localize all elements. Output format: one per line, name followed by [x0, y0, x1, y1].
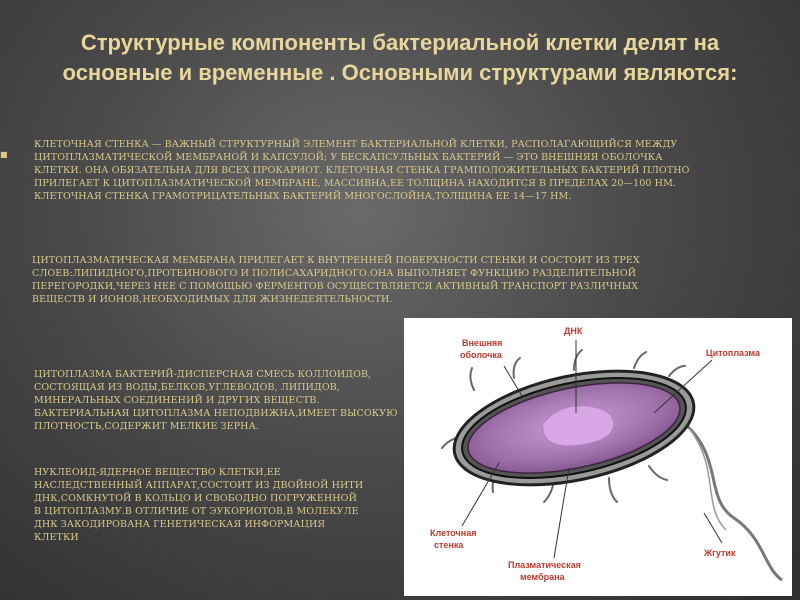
- paragraph-cytoplasmic-membrane: ЦИТОПЛАЗМАТИЧЕСКАЯ МЕМБРАНА ПРИЛЕГАЕТ К ВНУТРЕННЕЙ ПОВЕРХНОСТИ СТЕНКИ И СОСТОИТ ИЗ ТРЕХ СЛОЕВ:ЛИПИДНОГО,ПРОТЕИНОВОГО И ПОЛИСАХАРИДНОГО.ОНА ВЫПОЛНЯЕТ ФУНКЦИЮ РАЗДЕЛИТЕЛЬНОЙ ПЕРЕГОРОДКИ,ЧЕРЕЗ НЕЕ С ПОМОЩЬЮ ФЕРМЕНТОВ ОСУЩЕСТВЛЯЕТСЯ АКТИВНЫЙ ТРАНСПОРТ РАЗЛИЧНЫХ ВЕЩЕСТВ И ИОНОВ,НЕОБХОДИМЫХ ДЛЯ ЖИЗНЕДЕЯТЕЛЬНОСТИ.: [32, 255, 640, 305]
- label-cell-wall-line2: стенка: [434, 540, 464, 550]
- cell-body: [444, 352, 704, 504]
- label-plasma-membrane-line2: мембрана: [520, 572, 565, 582]
- paragraph-nucleoid: НУКЛЕОИД-ЯДЕРНОЕ ВЕЩЕСТВО КЛЕТКИ,ЕЕ НАСЛЕДСТВЕННЫЙ АППАРАТ,СОСТОИТ ИЗ ДВОЙНОЙ НИТИ ДНК,СОМКНУТОЙ В КОЛЬЦО И СВОБОДНО ПОГРУЖЕННОЙ В ЦИТОПЛАЗМУ.В ОТЛИЧИЕ ОТ ЭУКОРИОТОВ,В МОЛЕКУЛЕ ДНК ЗАКОДИРОВАНА ГЕНЕТИЧЕСКАЯ ИНФОРМАЦИЯ КЛЕТКИ: [34, 467, 364, 543]
- paragraph-cytoplasm: ЦИТОПЛАЗМА БАКТЕРИЙ-ДИСПЕРСНАЯ СМЕСЬ КОЛЛОИДОВ, СОСТОЯЩАЯ ИЗ ВОДЫ,БЕЛКОВ,УГЛЕВОДОВ, ЛИПИДОВ, МИНЕРАЛЬНЫХ СОЕДИНЕНИЙ И ДРУГИХ ВЕЩЕСТВ. БАКТЕРИАЛЬНАЯ ЦИТОПЛАЗМА НЕПОДВИЖНА,ИМЕЕТ ВЫСОКУЮ ПЛОТНОСТЬ,СОДЕРЖИТ МЕЛКИЕ ЗЕРНА.: [34, 369, 398, 432]
- label-outer-membrane-line1: Внешняя: [462, 338, 503, 348]
- bacterial-cell-diagram: [404, 318, 792, 596]
- slide-title: Структурные компоненты бактериальной клетки делят на основные и временные . Основными структурами являются:: [62, 30, 738, 85]
- bacterial-cell-illustration: [404, 318, 792, 596]
- label-flagellum: Жгутик: [704, 548, 736, 558]
- label-cell-wall-line1: Клеточная: [430, 528, 477, 538]
- label-dna: ДНК: [564, 326, 583, 336]
- label-cytoplasm: Цитоплазма: [706, 348, 760, 358]
- label-outer-membrane-line2: оболочка: [460, 350, 502, 360]
- flagellum-secondary: [689, 428, 726, 530]
- square-bullet-icon: ■: [0, 150, 8, 159]
- paragraph-cell-wall: КЛЕТОЧНАЯ СТЕНКА — ВАЖНЫЙ СТРУКТУРНЫЙ ЭЛЕМЕНТ БАКТЕРИАЛЬНОЙ КЛЕТКИ, РАСПОЛАГАЮЩИЙСЯ МЕЖДУ ЦИТОПЛАЗМАТИЧЕСКОЙ МЕМБРАНОЙ И КАПСУЛОЙ; У БЕСКАПСУЛЬНЫХ БАКТЕРИЙ — ЭТО ВНЕШНЯЯ ОБОЛОЧКА КЛЕТКИ. ОНА ОБЯЗАТЕЛЬНА ДЛЯ ВСЕХ ПРОКАРИОТ. КЛЕТОЧНАЯ СТЕНКА ГРАМПОЛОЖИТЕЛЬНЫХ БАКТЕРИЙ ПЛОТНО ПРИЛЕГАЕТ К ЦИТОПЛАЗМАТИЧЕСКОЙ МЕМБРАНЕ, МАССИВНА,ЕЕ ТОЛЩИНА НАХОДИТСЯ В ПРЕДЕЛАХ 20—100 НМ. КЛЕТОЧНАЯ СТЕНКА ГРАМОТРИЦАТЕЛЬНЫХ БАКТЕРИЙ МНОГОСЛОЙНА,ТОЛЩИНА ЕЕ 14—17 НМ.: [34, 139, 690, 202]
- label-plasma-membrane-line1: Плазматическая: [508, 560, 581, 570]
